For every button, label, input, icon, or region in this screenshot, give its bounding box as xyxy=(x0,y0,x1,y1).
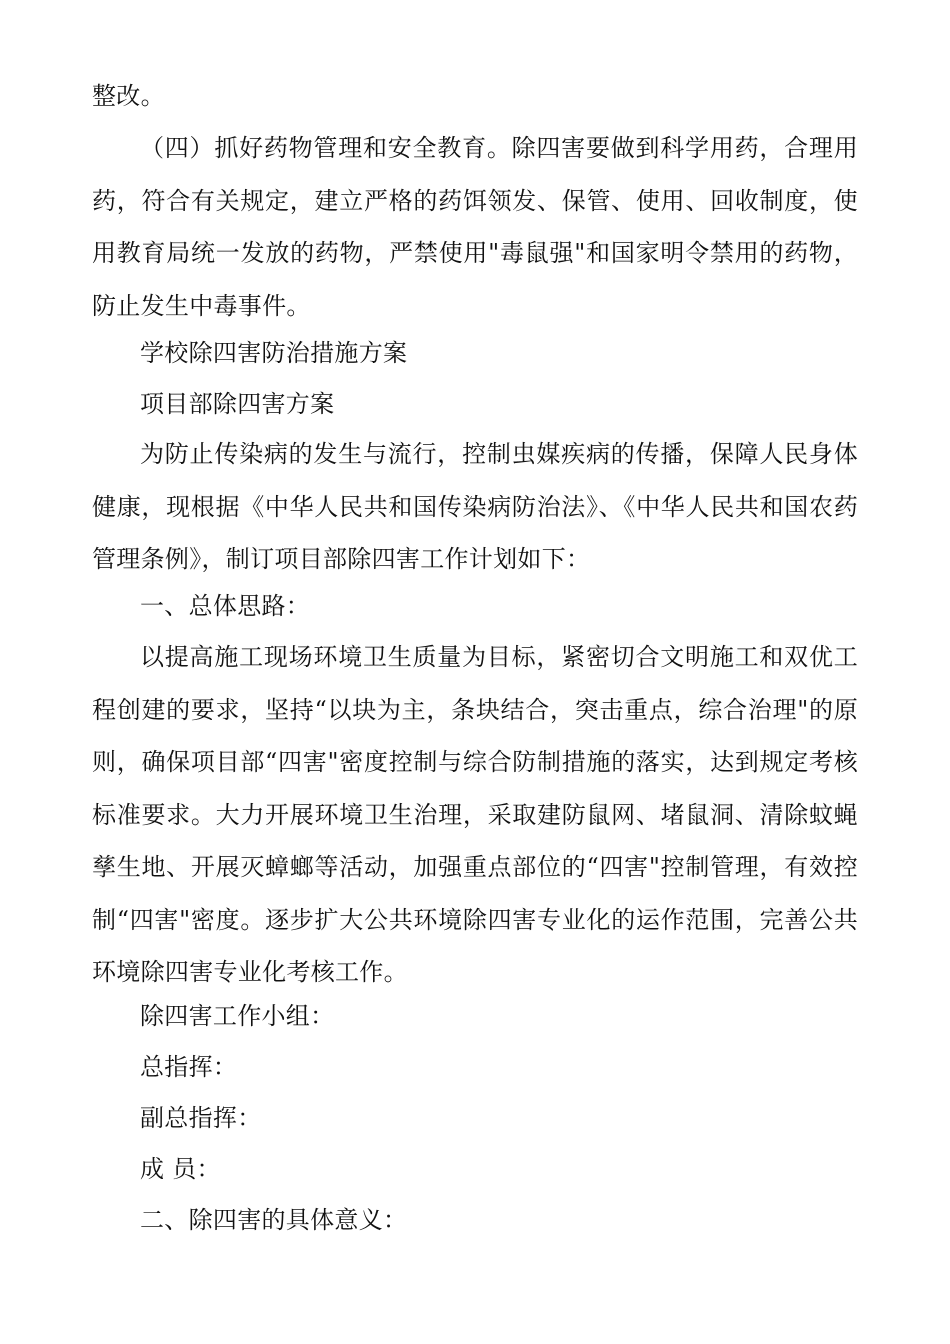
heading-project-plan: 项目部除四害方案 xyxy=(140,390,335,418)
paragraph-continuation: 整改。 xyxy=(92,82,165,110)
heading-overall-approach: 一、总体思路： xyxy=(140,592,311,620)
paragraph-overall-approach: 以提高施工现场环境卫生质量为目标，紧密切合文明施工和双优工程创建的要求，坚持“以块为主，条块结合，突击重点，综合治理"的原则，确保项目部“四害"密度控制与综合防制措施的落实，达到规定考核标准要求。大力开展环境卫生治理，采取建防鼠网、堵鼠洞、清除蚊蝇孳生地、开展灭蟑螂等活动，加强重点部位的“四害"控制管理，有效控制“四害"密度。逐步扩大公共环境除四害专业化的运作范围，完善公共环境除四害专业化考核工作。 xyxy=(92,643,858,986)
paragraph-drug-management: （四）抓好药物管理和安全教育。除四害要做到科学用药，合理用药，符合有关规定，建立严格的药饵领发、保管、使用、回收制度，使用教育局统一发放的药物，严禁使用"毒鼠强"和国家明令禁用的药物，防止发生中毒事件。 xyxy=(92,134,858,320)
paragraph-intro: 为防止传染病的发生与流行，控制虫媒疾病的传播，保障人民身体健康，现根据《中华人民共和国传染病防治法》、《中华人民共和国农药管理条例》，制订项目部除四害工作计划如下： xyxy=(92,440,858,573)
heading-working-group: 除四害工作小组： xyxy=(140,1002,335,1030)
label-deputy-commander: 副总指挥： xyxy=(140,1104,262,1132)
label-commander: 总指挥： xyxy=(140,1053,238,1081)
heading-school-plan: 学校除四害防治措施方案 xyxy=(140,339,408,367)
heading-specific-meaning: 二、除四害的具体意义： xyxy=(140,1206,408,1234)
label-members: 成 员： xyxy=(140,1155,221,1183)
